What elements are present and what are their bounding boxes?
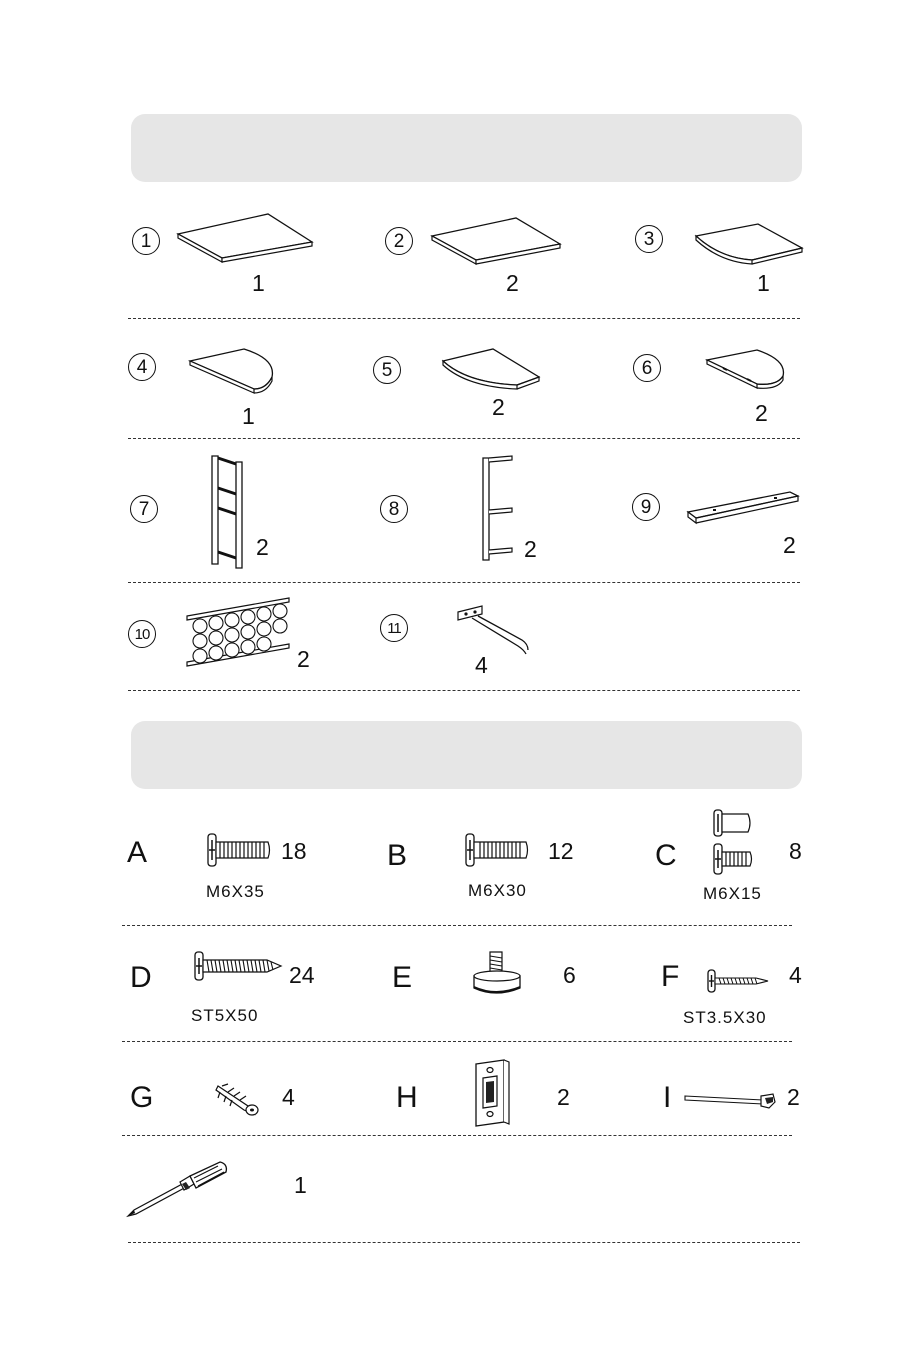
part-number-badge: 3 — [635, 225, 663, 253]
hardware-spec: M6X35 — [206, 882, 265, 901]
hardware-qty: 2 — [787, 1084, 800, 1110]
row-divider — [128, 582, 800, 583]
part-number-badge: 1 — [132, 227, 160, 255]
part-qty: 2 — [755, 400, 768, 426]
wood-screw-icon — [193, 950, 285, 982]
screwdriver-icon — [126, 1160, 230, 1218]
hardware-qty: 1 — [294, 1172, 307, 1198]
bolt-icon — [464, 832, 532, 868]
hardware-qty: 6 — [563, 962, 576, 988]
row-divider — [128, 438, 800, 439]
rail-bar-icon — [686, 490, 802, 526]
hardware-letter: H — [396, 1081, 418, 1114]
hardware-letter: B — [387, 839, 408, 872]
part-number-badge: 7 — [130, 495, 158, 523]
hardware-letter: E — [392, 961, 413, 994]
e-frame-icon — [480, 454, 516, 562]
hardware-qty: 2 — [557, 1084, 570, 1110]
part-qty: 2 — [524, 536, 537, 562]
part-number-badge: 11 — [380, 614, 408, 642]
large-panel-icon — [430, 216, 564, 268]
rounded-shelf-icon — [188, 347, 280, 395]
part-number-badge: 8 — [380, 495, 408, 523]
hardware-qty: 4 — [282, 1084, 295, 1110]
row-divider — [128, 1242, 800, 1243]
hardware-spec: M6X30 — [468, 881, 527, 900]
hardware-qty: 18 — [281, 838, 307, 864]
ladder-frame-icon — [208, 454, 248, 570]
parts-section-banner — [131, 114, 802, 182]
part-qty: 2 — [506, 270, 519, 296]
hardware-letter: F — [661, 960, 680, 993]
part-qty: 2 — [783, 532, 796, 558]
wood-screw-icon — [706, 968, 772, 994]
part-qty: 2 — [256, 534, 269, 560]
glass-hanger-icon — [456, 604, 530, 656]
part-number-badge: 2 — [385, 227, 413, 255]
rounded-shelf-icon — [705, 348, 789, 392]
rounded-panel-icon — [694, 222, 806, 266]
row-divider — [128, 318, 800, 319]
hardware-qty: 8 — [789, 838, 802, 864]
part-qty: 1 — [757, 270, 770, 296]
bottle-rack-icon — [185, 596, 295, 672]
part-qty: 4 — [475, 652, 488, 678]
hardware-qty: 24 — [289, 962, 315, 988]
cable-tie-icon — [683, 1088, 779, 1110]
hardware-qty: 12 — [548, 838, 574, 864]
bolt-icon — [206, 832, 272, 868]
part-qty: 2 — [492, 394, 505, 420]
hardware-spec: ST3.5X30 — [683, 1008, 767, 1027]
part-number-badge: 10 — [128, 620, 156, 648]
part-qty: 1 — [242, 403, 255, 429]
hardware-spec: M6X15 — [703, 884, 762, 903]
hardware-qty: 4 — [789, 962, 802, 988]
hardware-spec: ST5X50 — [191, 1006, 259, 1025]
hardware-letter: C — [655, 839, 677, 872]
barrel-nut-bolt-icon — [712, 808, 756, 876]
row-divider — [128, 690, 800, 691]
part-number-badge: 6 — [633, 354, 661, 382]
row-divider — [122, 1041, 792, 1042]
hardware-letter: D — [130, 961, 152, 994]
wall-anchor-icon — [214, 1080, 262, 1118]
hardware-section-banner — [131, 721, 802, 789]
row-divider — [122, 925, 792, 926]
wall-bracket-icon — [474, 1058, 512, 1128]
row-divider — [122, 1135, 792, 1136]
part-number-badge: 5 — [373, 356, 401, 384]
part-number-badge: 9 — [632, 493, 660, 521]
leveling-foot-icon — [470, 950, 524, 1000]
part-number-badge: 4 — [128, 353, 156, 381]
part-qty: 2 — [297, 646, 310, 672]
large-panel-icon — [176, 212, 316, 266]
hardware-letter: I — [663, 1081, 672, 1114]
hardware-letter: A — [127, 836, 148, 869]
hardware-letter: G — [130, 1081, 154, 1114]
part-qty: 1 — [252, 270, 265, 296]
rounded-shelf-icon — [441, 347, 543, 391]
